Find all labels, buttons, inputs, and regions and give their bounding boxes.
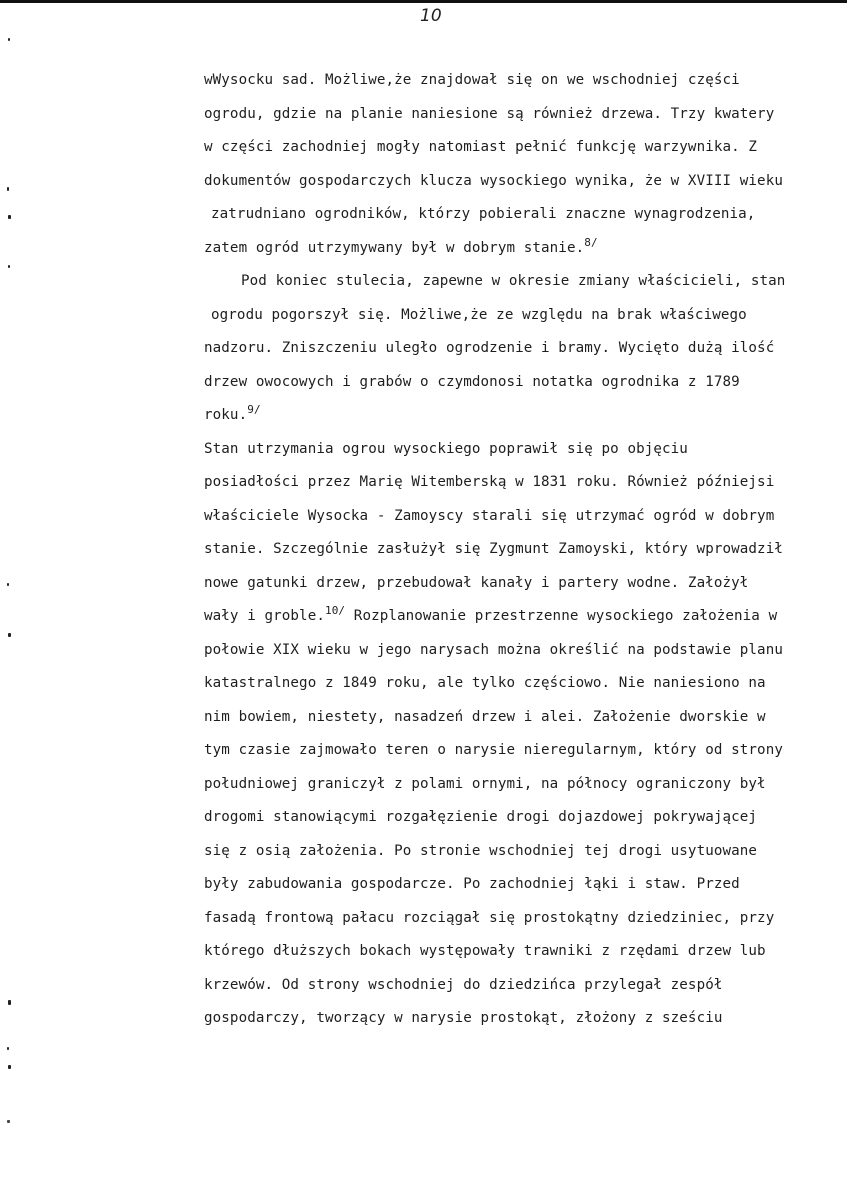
- scan-speck: [8, 38, 10, 41]
- text-line: którego dłuższych bokach występowały trawniki z rzędami drzew lub: [204, 943, 766, 959]
- scan-speck: [8, 1000, 11, 1005]
- text-line: dokumentów gospodarczych klucza wysockiego wynika, że w XVIII wieku: [204, 172, 783, 189]
- text-line: zatrudniano ogrodników, którzy pobierali znaczne wynagrodzenia,: [211, 206, 756, 222]
- scan-speck: [8, 215, 11, 219]
- text-line: się z osią założenia. Po stronie wschodniej tej drogi usytuowane: [204, 842, 758, 859]
- scan-speck: [8, 265, 10, 268]
- text-line: drzew owocowych i grabów o czymdonosi notatka ogrodnika z 1789: [204, 373, 740, 390]
- footnote-ref: 10/: [324, 604, 346, 617]
- text-line: nowe gatunki drzew, przebudował kanały i partery wodne. Założył: [204, 574, 749, 591]
- text-line: nim bowiem, niestety, nasadzeń drzew i alei. Założenie dworskie w: [204, 708, 766, 725]
- text-line: ogrodu, gdzie na planie naniesione są również drzewa. Trzy kwatery: [204, 105, 775, 122]
- text-line: drogomi stanowiącymi rozgałęzienie drogi dojazdowej pokrywającej: [204, 809, 758, 825]
- text-line: stanie. Szczególnie zasłużył się Zygmunt Zamoyski, który wprowadził: [204, 541, 783, 557]
- scan-speck: [8, 633, 11, 637]
- text-line: katastralnego z 1849 roku, ale tylko częściowo. Nie naniesiono na: [204, 675, 766, 691]
- text-line: właściciele Wysocka - Zamoyscy starali się utrzymać ogród w dobrym: [204, 507, 775, 524]
- scan-speck: [8, 1065, 11, 1069]
- footnote-ref: 9/: [247, 403, 261, 416]
- text-line: krzewów. Od strony wschodniej do dziedzińca przylegał zespół: [204, 976, 723, 993]
- paragraph-start-line: Stan utrzymania ogrou wysockiego poprawił się po objęciu: [204, 440, 688, 457]
- text-line: południowej graniczył z polami ornymi, na północy ograniczony był: [204, 775, 766, 792]
- text-line: roku.$^{9/}$: [204, 403, 261, 423]
- text-line: ogrodu pogorszył się. Możliwe,że ze względu na brak właściwego: [211, 306, 747, 323]
- text-line: nadzoru. Zniszczeniu uległo ogrodzenie i bramy. Wycięto dużą ilość: [204, 340, 775, 356]
- text-line: w części zachodniej mogły natomiast pełnić funkcję warzywnika. Z: [204, 139, 758, 155]
- text-line: były zabudowania gospodarcze. Po zachodniej łąki i staw. Przed: [204, 876, 740, 892]
- text-line: wały i groble.$^{10/}$ Rozplanowanie przestrzenne wysockiego założenia w: [204, 604, 778, 624]
- text-line: fasadą frontową pałacu rozciągał się prostokątny dziedziniec, przy: [204, 909, 775, 926]
- text-line: zatem ogród utrzymywany był w dobrym stanie.$^{8/}$: [204, 235, 598, 256]
- paragraph-start-line: Pod koniec stulecia, zapewne w okresie zmiany właścicieli, stan: [241, 273, 786, 289]
- text-line: gospodarczy, tworzący w narysie prostokąt, złożony z sześciu: [204, 1010, 723, 1026]
- document-body: [204, 64, 804, 1036]
- text-line: połowie XIX wieku w jego narysach można określić na podstawie planu: [204, 641, 783, 658]
- footnote-ref: 8/: [584, 235, 598, 249]
- text-line: posiadłości przez Marię Witemberską w 1831 roku. Również późniejsi: [204, 474, 775, 490]
- scan-speck: [7, 1047, 9, 1050]
- scan-speck: [7, 187, 9, 191]
- page-number: 10: [420, 6, 442, 26]
- text-line: tym czasie zajmowało teren o narysie nieregularnym, który od strony: [204, 742, 783, 758]
- page-top-edge: [0, 0, 847, 3]
- scan-speck: [7, 583, 9, 586]
- scan-speck: [7, 1120, 10, 1123]
- text-line: wWysocku sad. Możliwe,że znajdował się on we wschodniej części: [204, 72, 740, 88]
